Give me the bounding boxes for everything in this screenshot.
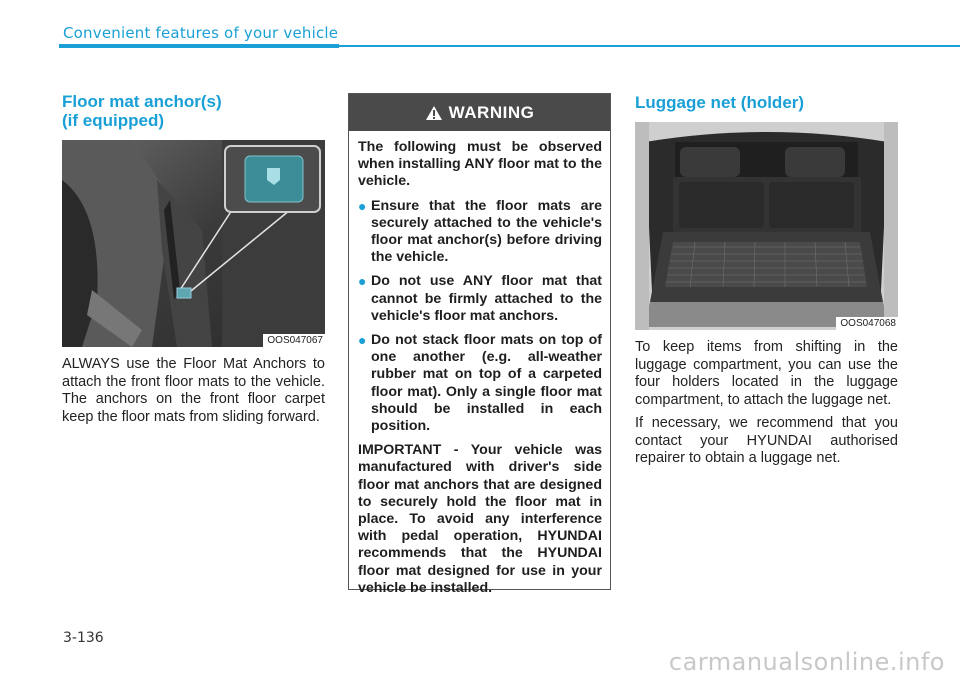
- luggage-net-title: [635, 93, 804, 112]
- photo-code-right: OOS047068: [836, 317, 898, 330]
- floor-mat-anchor-photo: [62, 140, 325, 347]
- warning-bullet-list: [358, 198, 602, 436]
- luggage-net-paragraph-1: To keep items from shifting in the luggage compartment, you can use the four holders located in the luggage compartment, to attach the luggage net.: [635, 339, 898, 408]
- bullet-dot-icon: ●: [358, 273, 367, 290]
- warning-bullet-item: [358, 198, 602, 267]
- warning-triangle-icon: [425, 105, 443, 121]
- floor-mat-anchor-paragraph: ALWAYS use the Floor Mat Anchors to attach the front floor mats to the vehicle. The anchors on the front floor carpet keep the floor mats from sliding forward.: [62, 356, 325, 425]
- watermark-text: carmanualsonline.info: [668, 648, 945, 676]
- warning-bullet-text: Do not stack floor mats on top of one another (e.g. all-weather rubber mat on top of a carpeted floor mat). Only a single floor mat should be installed in each position.: [371, 332, 602, 435]
- page-number: 3-136: [63, 630, 104, 646]
- warning-label: WARNING: [448, 102, 535, 122]
- luggage-net-title-text: Luggage net (holder): [635, 93, 805, 112]
- warning-bullet-text: Ensure that the floor mats are securely attached to the vehicle's floor mat anchor(s) before driving the vehicle.: [371, 197, 602, 266]
- warning-intro: The following must be observed when installing ANY floor mat to the vehicle.: [358, 139, 602, 190]
- header-rule-thin: [339, 45, 960, 47]
- floor-mat-anchor-body: [62, 356, 325, 432]
- luggage-net-illustration: [635, 122, 898, 330]
- photo-code-left: OOS047067: [263, 334, 325, 347]
- floor-mat-anchor-title-line1: Floor mat anchor(s): [62, 92, 222, 111]
- floor-mat-anchor-title: [62, 92, 222, 130]
- floor-mat-anchor-illustration: [62, 140, 325, 347]
- bullet-dot-icon: ●: [358, 332, 367, 349]
- luggage-net-body: [635, 339, 898, 474]
- luggage-net-paragraph-2: If necessary, we recommend that you contact your HYUNDAI authorised repairer to obtain a luggage net.: [635, 415, 898, 466]
- bullet-dot-icon: ●: [358, 197, 367, 214]
- header-rule-thick: [59, 44, 339, 48]
- warning-header: [349, 94, 610, 131]
- warning-important: IMPORTANT - Your vehicle was manufactured with driver's side floor mat anchors that are designed to securely hold the floor mat in place. To avoid any interference with pedal operation, HYUNDAI recommends that the HYUNDAI floor mat designed for use in your vehicle be installed.: [358, 442, 602, 596]
- warning-box: [348, 93, 611, 596]
- warning-body: [349, 131, 610, 597]
- warning-bullet-text: Do not use ANY floor mat that cannot be firmly attached to the vehicle's floor mat anchors.: [371, 273, 602, 324]
- floor-mat-anchor-title-line2: (if equipped): [62, 111, 164, 130]
- section-header-title: Convenient features of your vehicle: [63, 24, 339, 42]
- warning-bullet-item: [358, 332, 602, 435]
- luggage-net-photo: [635, 122, 898, 330]
- warning-bullet-item: [358, 273, 602, 325]
